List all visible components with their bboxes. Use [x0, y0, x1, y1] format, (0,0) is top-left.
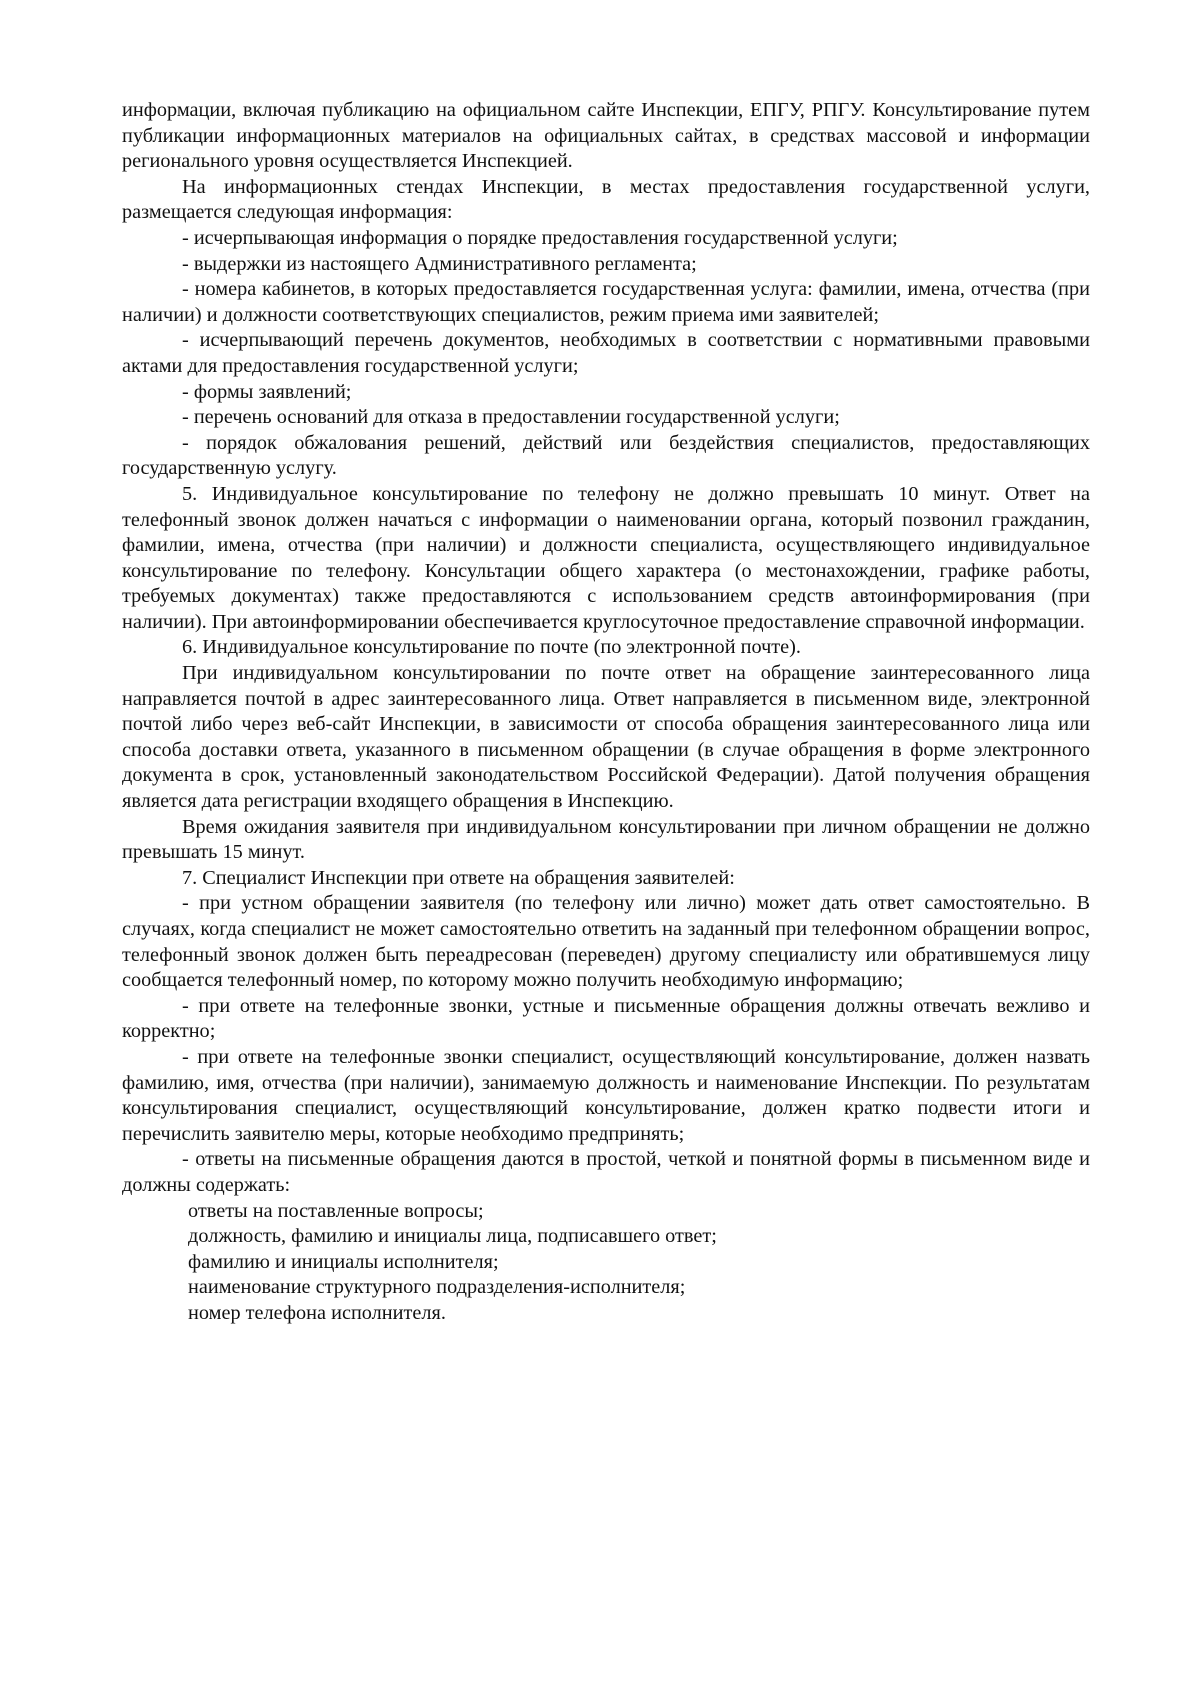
list-item-service-info: - исчерпывающая информация о порядке предоставления государственной услуги; — [182, 226, 898, 249]
paragraph-mail-response: При индивидуальном консультировании по почте ответ на обращение заинтересованного лица направляется почтой в адрес заинтересованного лица. Ответ направляется в письменном виде, электронной почтой либо через веб-сайт Инспекции, в зависимости от способа обращения заинтересованного лица или способа доставки ответа, указанного в письменном обращении (в случае обращения в форме электронного документа в срок, установленный законодательством Российской Федерации). Датой получения обращения является дата регистрации входящего обращения в Инспекцию. — [122, 662, 1090, 813]
list-item-office-numbers: - номера кабинетов, в которых предоставляется государственная услуга: фамилии, имена, отчества (при наличии) и должности соответствующих специалистов, режим приема ими заявителей; — [122, 278, 1090, 326]
list-item-regulation-excerpts: - выдержки из настоящего Административного регламента; — [182, 252, 697, 275]
paragraph-section-5-phone-consulting: 5. Индивидуальное консультирование по телефону не должно превышать 10 минут. Ответ на телефонный звонок должен начаться с информации о наименовании органа, который позвонил гражданин, фамилии, имена, отчества (при наличии) и должности специалиста, осуществляющего индивидуальное консультирование по телефону. Консультации общего характера (о местонахождении, графике работы, требуемых документах) также предоставляются с использованием средств автоинформирования (при наличии). При автоинформировании обеспечивается круглосуточное предоставление справочной информации. — [122, 482, 1090, 633]
paragraph-info-stands: На информационных стендах Инспекции, в местах предоставления государственной услуги, размещается следующая информация: — [122, 175, 1090, 224]
list-item-executor-name: фамилию и инициалы исполнителя; — [188, 1250, 499, 1273]
document-page — [122, 98, 1090, 1327]
list-item-oral-request: - при устном обращении заявителя (по телефону или лично) может дать ответ самостоятельно. В случаях, когда специалист не может самостоятельно ответить на заданный при телефонном обращении вопрос, телефонный звонок должен быть переадресован (переведен) другому специалисту или обратившемуся лицу сообщается телефонный номер, по которому можно получить необходимую информацию; — [122, 892, 1090, 992]
paragraph-intro-continuation: информации, включая публикацию на официальном сайте Инспекции, ЕПГУ, РПГУ. Консультирование путем публикации информационных материалов на официальных сайтах, в средствах массовой и информации регионального уровня осуществляется Инспекцией. — [122, 99, 1090, 173]
paragraph-section-6-mail-consulting: 6. Индивидуальное консультирование по почте (по электронной почте). — [182, 636, 801, 659]
paragraph-section-7-specialist: 7. Специалист Инспекции при ответе на обращения заявителей: — [182, 866, 735, 889]
list-item-written-answers: - ответы на письменные обращения даются в простой, четкой и понятной формы в письменном виде и должны содержать: — [122, 1148, 1090, 1196]
list-item-executor-department: наименование структурного подразделения-исполнителя; — [188, 1276, 686, 1299]
list-item-answers-to-questions: ответы на поставленные вопросы; — [188, 1199, 484, 1222]
paragraph-waiting-time: Время ожидания заявителя при индивидуальном консультировании при личном обращении не должно превышать 15 минут. — [122, 815, 1090, 864]
list-item-application-forms: - формы заявлений; — [182, 380, 352, 403]
list-item-executor-phone: номер телефона исполнителя. — [188, 1301, 446, 1324]
list-item-refusal-grounds: - перечень оснований для отказа в предоставлении государственной услуги; — [182, 406, 840, 429]
list-item-signer-details: должность, фамилию и инициалы лица, подписавшего ответ; — [188, 1225, 717, 1248]
list-item-phone-answer: - при ответе на телефонные звонки специалист, осуществляющий консультирование, должен назвать фамилию, имя, отчества (при наличии), занимаемую должность и наименование Инспекции. По результатам консультирования специалист, осуществляющий консультирование, должен кратко подвести итоги и перечислить заявителю меры, которые необходимо предпринять; — [122, 1045, 1090, 1145]
list-item-appeal-procedure: - порядок обжалования решений, действий или бездействия специалистов, предоставляющих государственную услугу. — [122, 431, 1090, 480]
list-item-politeness: - при ответе на телефонные звонки, устные и письменные обращения должны отвечать вежливо и корректно; — [122, 994, 1090, 1043]
list-item-documents-list: - исчерпывающий перечень документов, необходимых в соответствии с нормативными правовыми актами для предоставления государственной услуги; — [122, 329, 1090, 377]
